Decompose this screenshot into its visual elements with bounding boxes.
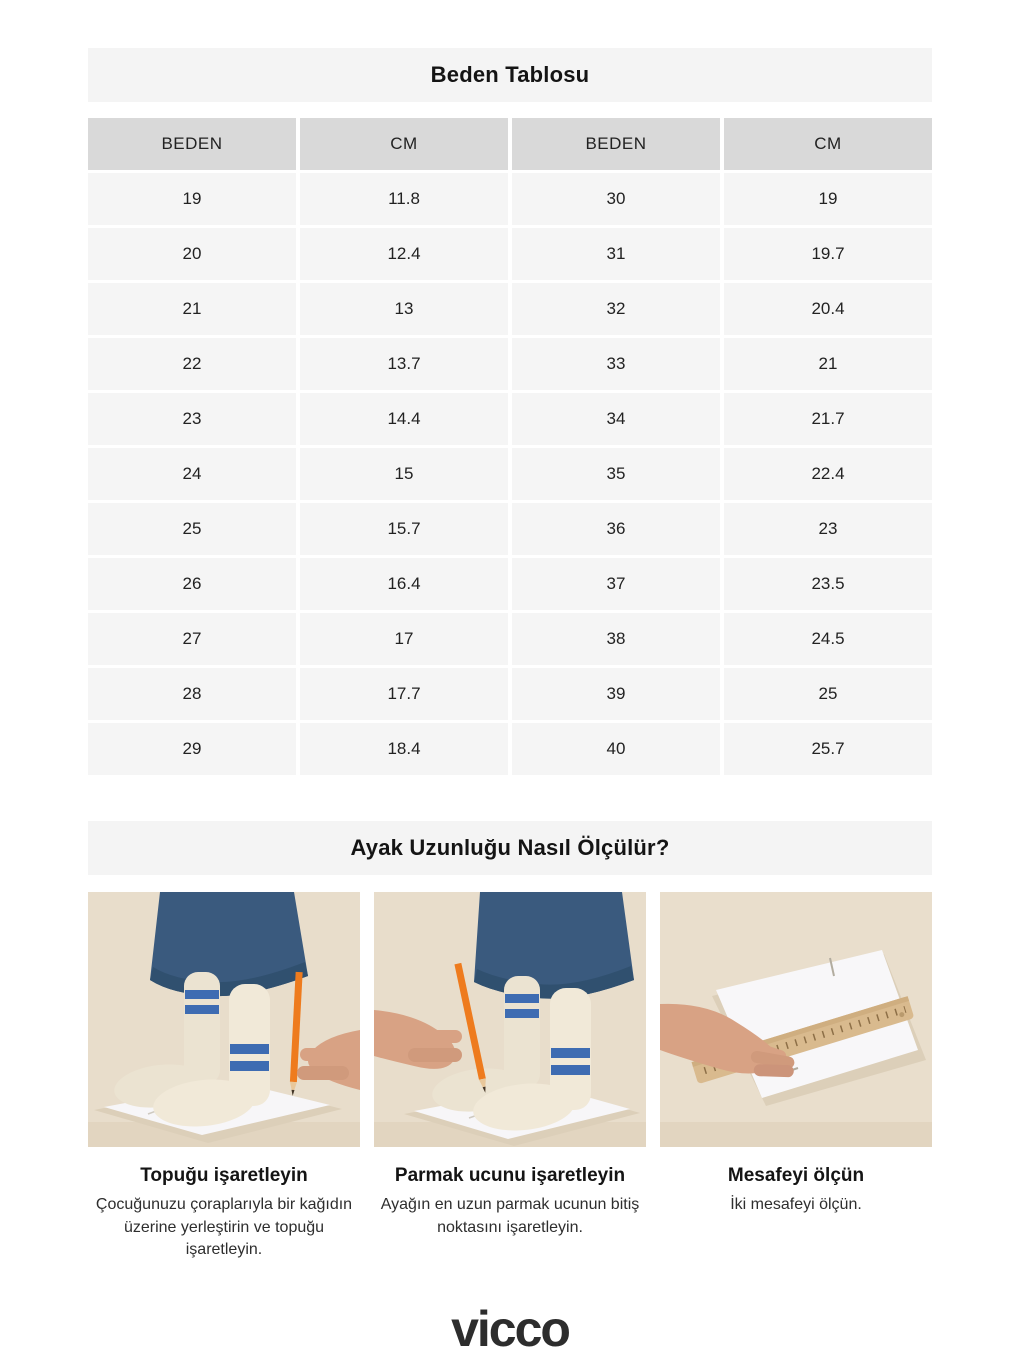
mark-heel-illustration xyxy=(88,892,360,1147)
size-cell: 22.4 xyxy=(724,448,932,500)
size-table xyxy=(84,115,936,778)
size-cell: 25.7 xyxy=(724,723,932,775)
size-cell: 38 xyxy=(512,613,720,665)
size-cell: 15 xyxy=(300,448,508,500)
size-cell: 24.5 xyxy=(724,613,932,665)
measure-section-header-bar xyxy=(88,821,932,875)
size-cell: 30 xyxy=(512,173,720,225)
step-description: Ayağın en uzun parmak ucunun bitiş noktasını işaretleyin. xyxy=(380,1196,640,1236)
size-cell: 40 xyxy=(512,723,720,775)
size-cell: 21 xyxy=(724,338,932,390)
jeans xyxy=(150,892,308,996)
size-cell: 31 xyxy=(512,228,720,280)
size-table-row xyxy=(88,613,932,665)
measure-distance-photo xyxy=(660,892,932,1147)
column-header-beden-left: BEDEN xyxy=(88,118,296,170)
size-cell: 37 xyxy=(512,558,720,610)
step-mark-toe xyxy=(374,892,646,1262)
size-cell: 24 xyxy=(88,448,296,500)
measure-distance-illustration xyxy=(660,892,932,1147)
size-cell: 27 xyxy=(88,613,296,665)
size-table-header-row xyxy=(88,118,932,170)
size-table-row xyxy=(88,503,932,555)
size-table-body xyxy=(88,173,932,775)
size-table-row xyxy=(88,393,932,445)
size-cell: 28 xyxy=(88,668,296,720)
step-title: Mesafeyi ölçün xyxy=(727,1165,865,1186)
size-cell: 20.4 xyxy=(724,283,932,335)
column-header-beden-right: BEDEN xyxy=(512,118,720,170)
size-table-row xyxy=(88,448,932,500)
size-cell: 19.7 xyxy=(724,228,932,280)
size-cell: 12.4 xyxy=(300,228,508,280)
size-cell: 29 xyxy=(88,723,296,775)
size-cell: 13 xyxy=(300,283,508,335)
mark-toe-illustration xyxy=(374,892,646,1147)
column-header-cm-right: CM xyxy=(724,118,932,170)
size-cell: 25 xyxy=(88,503,296,555)
step-title: Topuğu işaretleyin xyxy=(140,1165,308,1186)
size-table-row xyxy=(88,668,932,720)
brand-logo: vicco xyxy=(451,1301,569,1358)
size-table-row xyxy=(88,558,932,610)
size-table-head xyxy=(88,118,932,170)
size-cell: 16.4 xyxy=(300,558,508,610)
size-table-row xyxy=(88,338,932,390)
size-table-row xyxy=(88,228,932,280)
step-measure-distance xyxy=(660,892,932,1262)
size-cell: 23.5 xyxy=(724,558,932,610)
size-cell: 21.7 xyxy=(724,393,932,445)
size-cell: 32 xyxy=(512,283,720,335)
column-header-cm-left: CM xyxy=(300,118,508,170)
size-cell: 23 xyxy=(88,393,296,445)
size-cell: 26 xyxy=(88,558,296,610)
size-cell: 15.7 xyxy=(300,503,508,555)
size-cell: 33 xyxy=(512,338,720,390)
jeans xyxy=(474,892,634,999)
size-cell: 13.7 xyxy=(300,338,508,390)
step-description: İki mesafeyi ölçün. xyxy=(730,1196,862,1213)
size-cell: 18.4 xyxy=(300,723,508,775)
size-cell: 20 xyxy=(88,228,296,280)
size-cell: 17.7 xyxy=(300,668,508,720)
step-mark-heel xyxy=(88,892,360,1262)
size-cell: 34 xyxy=(512,393,720,445)
size-cell: 19 xyxy=(88,173,296,225)
size-table-header-bar xyxy=(88,48,932,102)
size-table-title: Beden Tablosu xyxy=(430,62,590,87)
step-description: Çocuğunuzu çoraplarıyla bir kağıdın üzerine yerleştirin ve topuğu işaretleyin. xyxy=(95,1196,353,1259)
size-cell: 39 xyxy=(512,668,720,720)
measure-section-title: Ayak Uzunluğu Nasıl Ölçülür? xyxy=(350,835,670,860)
mark-toe-photo xyxy=(374,892,646,1147)
mark-heel-photo xyxy=(88,892,360,1147)
size-table-row xyxy=(88,723,932,775)
size-cell: 36 xyxy=(512,503,720,555)
size-cell: 21 xyxy=(88,283,296,335)
size-cell: 35 xyxy=(512,448,720,500)
size-cell: 14.4 xyxy=(300,393,508,445)
size-table-row xyxy=(88,283,932,335)
step-title: Parmak ucunu işaretleyin xyxy=(394,1165,626,1186)
size-cell: 17 xyxy=(300,613,508,665)
size-cell: 25 xyxy=(724,668,932,720)
size-cell: 19 xyxy=(724,173,932,225)
size-cell: 22 xyxy=(88,338,296,390)
size-table-row xyxy=(88,173,932,225)
measure-steps xyxy=(88,892,932,1262)
size-cell: 11.8 xyxy=(300,173,508,225)
size-cell: 23 xyxy=(724,503,932,555)
brand-footer xyxy=(88,1301,932,1360)
